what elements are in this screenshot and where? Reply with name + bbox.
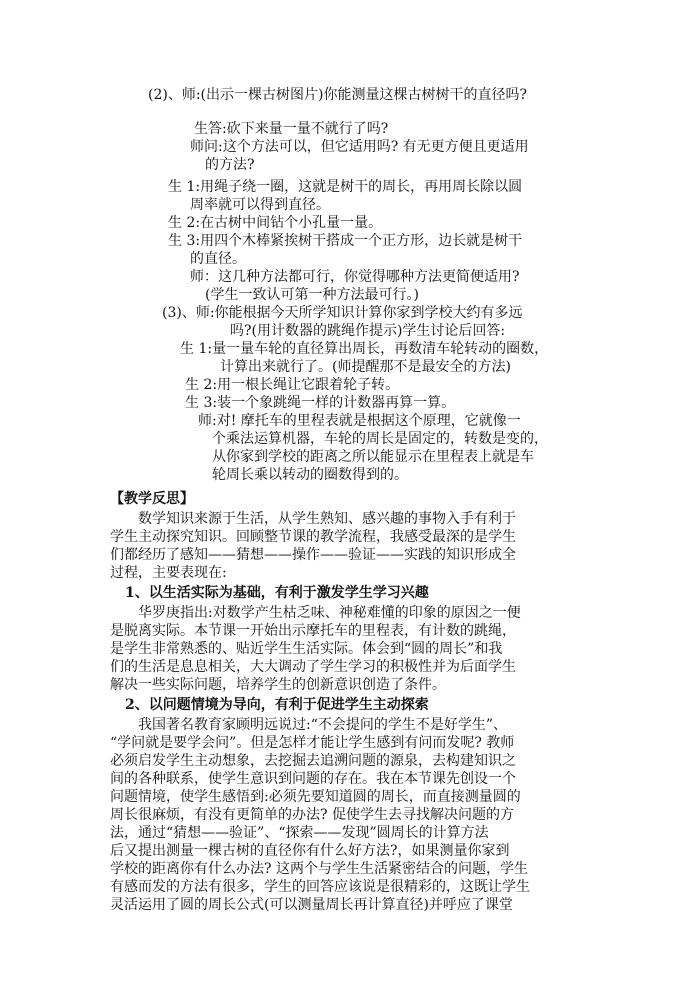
text-line: 个乘法运算机器，车轮的周长是固定的，转数是变的， — [212, 431, 548, 447]
text-line: 学校的距离你有什么办法? 这两个与学生生活紧密结合的问题，学生 — [110, 861, 528, 877]
section-heading: 【教学反思】 — [110, 491, 194, 507]
text-line: (3)、师:你能根据今天所学知识计算你家到学校大约有多远 — [162, 305, 523, 321]
text-line: “学问就是要学会问”。但是怎样才能让学生感到有问而发呢? 教师 — [110, 735, 515, 751]
text-line: 生答:砍下来量一量不就行了吗? — [194, 121, 389, 137]
text-line: 华罗庚指出:对数学产生枯乏味、神秘难懂的印象的原因之一便 — [138, 605, 521, 621]
text-line: 吗?(用计数器的跳绳作提示)学生讨论后回答: — [230, 323, 506, 339]
text-line: 师：这几种方法都可行，你觉得哪种方法更简便适用? — [190, 269, 520, 285]
text-line: 我国著名教育家顾明远说过:“不会提问的学生不是好学生”、 — [138, 717, 508, 733]
text-line: 周率就可以得到直径。 — [190, 197, 330, 213]
text-line: 数学知识来源于生活，从学生熟知、感兴趣的事物入手有利于 — [138, 511, 516, 527]
text-line: 从你家到学校的距离之所以能显示在里程表上就是车 — [212, 449, 534, 465]
text-line: 灵活运用了圆的周长公式(可以测量周长再计算直径)并呼应了课堂 — [110, 897, 513, 913]
text-line: 必须启发学生主动想象，去挖掘去追溯问题的源泉，去构建知识之 — [110, 753, 516, 769]
text-line: 法，通过“猜想——验证”、“探索——发现”圆周长的计算方法 — [110, 825, 489, 841]
text-line: 们的生活是息息相关，大大调动了学生学习的积极性并为后面学生 — [110, 659, 516, 675]
text-line: 生 1:量一量车轮的直径算出周长，再数清车轮转动的圈数， — [180, 341, 549, 357]
text-line: 的方法? — [205, 157, 255, 173]
text-line: 师:对! 摩托车的里程表就是根据这个原理，它就像一 — [198, 413, 521, 429]
text-line: 过程，主要表现在: — [110, 565, 227, 581]
text-line: 周长很麻烦，有没有更简单的办法? 促使学生去寻找解决问题的方 — [110, 807, 514, 823]
text-line: 师问:这个方法可以，但它适用吗? 有无更方便且更适用 — [190, 139, 529, 155]
text-line: 是脱离实际。本节课一开始出示摩托车的里程表，有计数的跳绳， — [110, 623, 516, 639]
text-line: 学生主动探究知识。回顾整节课的教学流程，我感受最深的是学生 — [110, 529, 516, 545]
text-line: 生 2:用一根长绳让它跟着轮子转。 — [185, 377, 400, 393]
text-line: 问题情境，使学生感悟到:必须先要知道圆的周长，而直接测量圆的 — [110, 789, 521, 805]
subheading: 2、以问题情境为导向，有利于促进学生主动探索 — [125, 697, 429, 713]
text-line: 是学生非常熟悉的、贴近学生生活实际。体会到“圆的周长”和我 — [110, 641, 503, 657]
text-line: 们都经历了感知——猜想——操作——验证——实践的知识形成全 — [110, 547, 516, 563]
text-line: 后又提出测量一棵古树的直径你有什么好方法?，如果测量你家到 — [110, 843, 510, 859]
text-line: 生 3:用四个木棒紧挨树干搭成一个正方形，边长就是树干 — [168, 233, 523, 249]
text-line: 轮周长乘以转动的圈数得到的。 — [212, 467, 408, 483]
text-line: 生 3:装一个象跳绳一样的计数器再算一算。 — [185, 395, 456, 411]
text-line: 有感而发的方法有很多，学生的回答应该说是很精彩的，这既让学生 — [110, 879, 530, 895]
text-line: 计算出来就行了。(师提醒那不是最安全的方法) — [220, 359, 511, 375]
text-line: 生 1:用绳子绕一圈，这就是树干的周长，再用周长除以圆 — [168, 179, 523, 195]
text-line: (学生一致认可第一种方法最可行。) — [205, 287, 419, 303]
text-line: 生 2:在古树中间钻个小孔量一量。 — [168, 215, 383, 231]
text-line: 的直径。 — [190, 251, 246, 267]
subheading: 1、以生活实际为基础，有利于激发学生学习兴趣 — [125, 585, 429, 601]
text-line: 间的各种联系，使学生意识到问题的存在。我在本节课先创设一个 — [110, 771, 516, 787]
text-line: 解决一些实际问题，培养学生的创新意识创造了条件。 — [110, 677, 446, 693]
text-line: (2)、师:(出示一棵古树图片)你能测量这棵古树树干的直径吗? — [148, 87, 527, 103]
